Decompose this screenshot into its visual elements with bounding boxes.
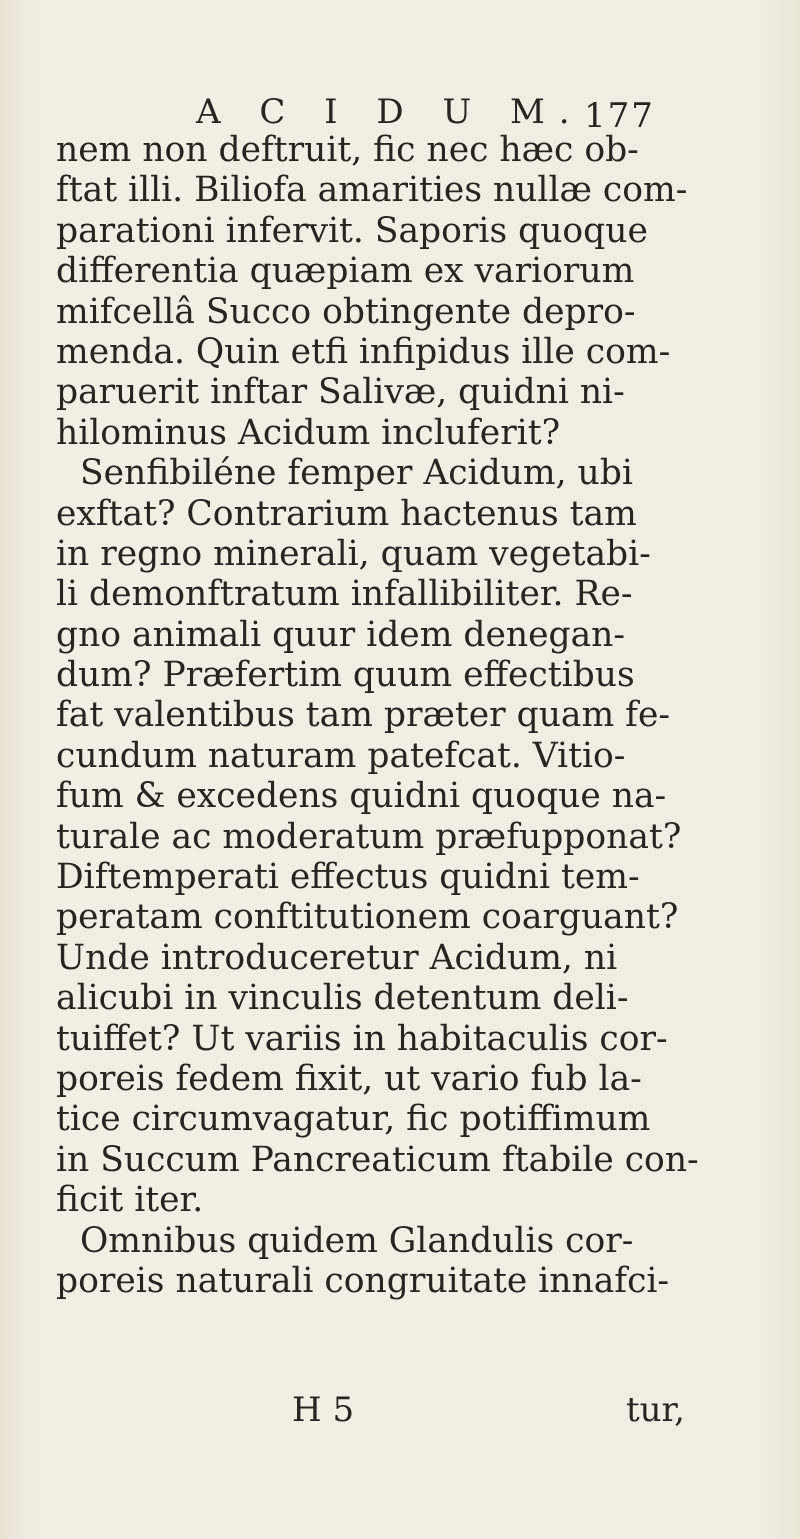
text-line: Diftemperati effectus quidni tem- <box>56 857 640 898</box>
catchword: tur, <box>626 1390 685 1430</box>
running-title: A C I D U M. <box>196 92 584 132</box>
text-line: in regno minerali, quam vegetabi- <box>56 533 651 574</box>
text-line: exftat? Contrarium hactenus tam <box>56 493 637 534</box>
text-line: peratam conftitutionem coarguant? <box>56 897 679 938</box>
text-line: paruerit inftar Salivæ, quidni ni- <box>56 372 625 413</box>
text-line: gno animali quur idem denegan- <box>56 614 626 655</box>
text-line: mifcellâ Succo obtingente depro- <box>56 291 636 332</box>
signature-mark: H 5 <box>292 1390 355 1430</box>
text-line: li demonftratum infallibiliter. Re- <box>56 574 633 615</box>
text-line: Unde introduceretur Acidum, ni <box>56 937 618 978</box>
text-line: menda. Quin etfi infipidus ille com- <box>56 331 671 372</box>
text-line: turale ac moderatum præfupponat? <box>56 816 682 857</box>
text-line: tice circumvagatur, fic potiffimum <box>56 1099 651 1140</box>
text-line: in Succum Pancreaticum ftabile con- <box>56 1139 699 1180</box>
text-line: alicubi in vinculis detentum deli- <box>56 978 629 1019</box>
text-line: parationi infervit. Saporis quoque <box>56 210 648 251</box>
page-number: 177 <box>584 96 655 136</box>
text-line: cundum naturam patefcat. Vitio- <box>56 735 626 776</box>
body-text <box>56 130 746 1301</box>
text-line: poreis fedem fixit, ut vario fub la- <box>56 1058 642 1099</box>
text-line: ficit iter. <box>56 1180 204 1221</box>
text-line: hilominus Acidum incluferit? <box>56 412 561 453</box>
text-line: dum? Præfertim quum effectibus <box>56 655 635 696</box>
text-line: Omnibus quidem Glandulis cor- <box>80 1220 634 1261</box>
text-line: differentia quæpiam ex variorum <box>56 251 635 292</box>
text-line: ftat illi. Biliofa amarities nullæ com- <box>56 170 688 211</box>
text-line: tuiffet? Ut variis in habitaculis cor- <box>56 1018 668 1059</box>
text-line: fat valentibus tam præter quam fe- <box>56 695 671 736</box>
text-line: poreis naturali congruitate innafci- <box>56 1260 670 1301</box>
text-line: Senfibiléne femper Acidum, ubi <box>80 453 633 494</box>
text-line: nem non deftruit, fic nec hæc ob- <box>56 130 639 170</box>
text-line: fum & excedens quidni quoque na- <box>56 776 667 817</box>
page-footer <box>56 1390 756 1438</box>
